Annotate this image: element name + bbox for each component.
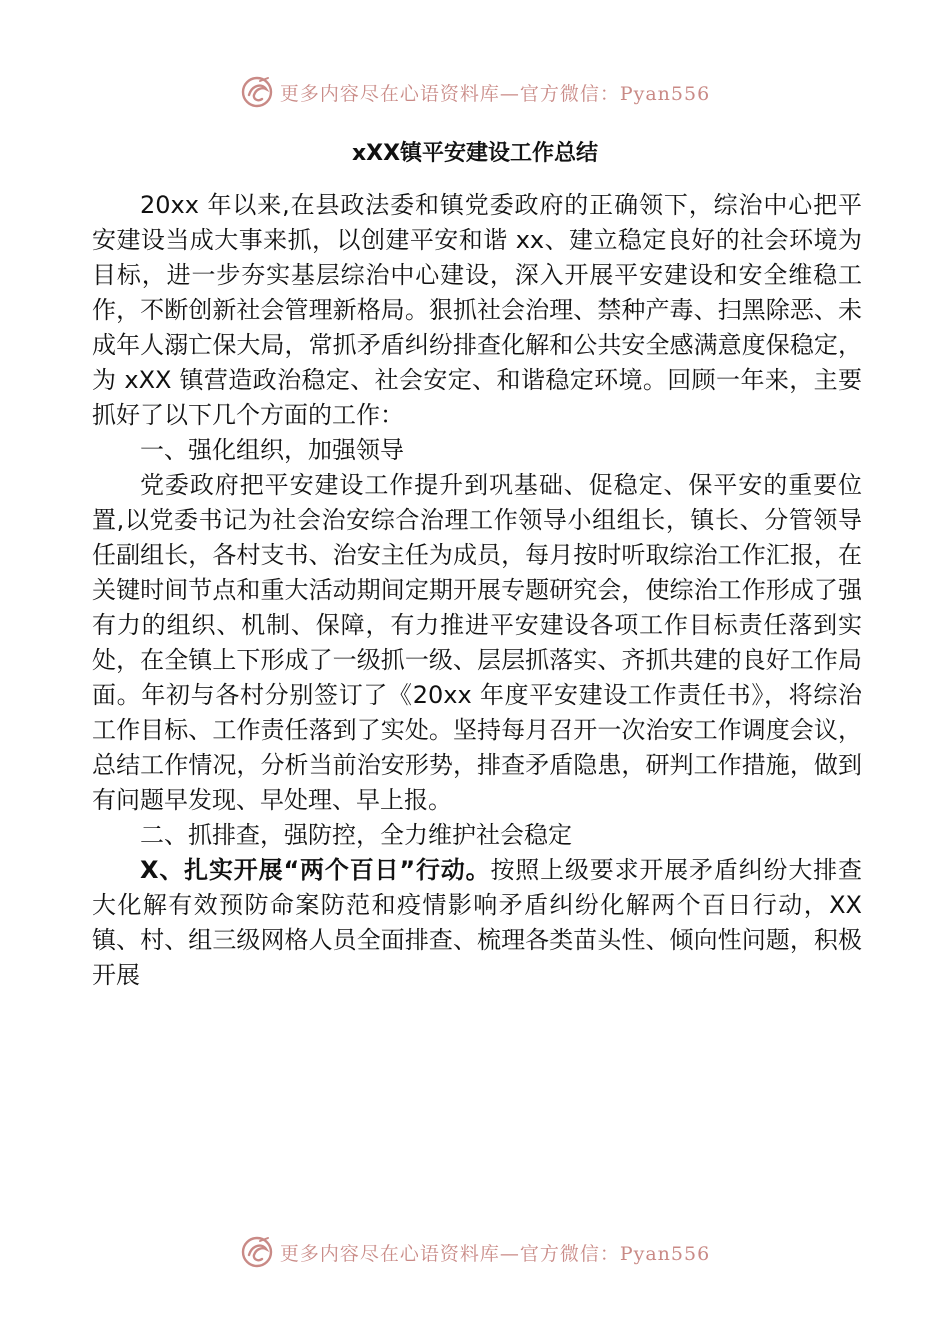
paragraph-text: 按照上级要求开展矛盾纠纷大排查大化解有效预防命案防范和疫情影响矛盾纠纷化解两个百日行动，XX 镇、村、组三级网格人员全面排查、梳理各类苗头性、倾向性问题，积极开展: [92, 856, 862, 989]
paragraph-two-hundred-days: [92, 853, 862, 993]
document-title: xXX镇平安建设工作总结: [351, 141, 599, 166]
paragraph-organization: 党委政府把平安建设工作提升到巩基础、促稳定、保平安的重要位置,以党委书记为社会治安综合治理工作领导小组组长，镇长、分管领导任副组长，各村支书、治安主任为成员，每月按时听取综治工作汇报，在关键时间节点和重大活动期间定期开展专题研究会，使综治工作形成了强有力的组织、机制、保障，有力推进平安建设各项工作目标责任落到实处，在全镇上下形成了一级抓一级、层层抓落实、齐抓共建的良好工作局面。年初与各村分别签订了《20xx 年度平安建设工作责任书》，将综治工作目标、工作责任落到了实处。坚持每月召开一次治安工作调度会议，总结工作情况，分析当前治安形势，排查矛盾隐患，研判工作措施，做到有问题早发现、早处理、早上报。: [92, 471, 862, 814]
subheading-bold: X、扎实开展“两个百日”行动。: [140, 856, 491, 884]
watermark-footer: [0, 1232, 950, 1272]
document-body: [92, 188, 862, 993]
swirl-logo-icon: [240, 1235, 274, 1269]
section-heading-2: 二、抓排查，强防控，全力维护社会稳定: [140, 821, 572, 849]
watermark-header: [0, 72, 950, 112]
watermark-text: 更多内容尽在心语资料库—官方微信：Pyan556: [279, 1242, 711, 1265]
swirl-logo-icon: [240, 75, 274, 109]
section-heading-1: 一、强化组织，加强领导: [140, 436, 404, 464]
watermark-text: 更多内容尽在心语资料库—官方微信：Pyan556: [279, 82, 711, 105]
paragraph-intro: 20xx 年以来,在县政法委和镇党委政府的正确领下，综治中心把平安建设当成大事来抓，以创建平安和谐 xx、建立稳定良好的社会环境为目标，进一步夯实基层综治中心建设，深入开展平安建设和安全维稳工作，不断创新社会管理新格局。狠抓社会治理、禁种产毒、扫黑除恶、未成年人溺亡保大局，常抓矛盾纠纷排查化解和公共安全感满意度保稳定，为 xXX 镇营造政治稳定、社会安定、和谐稳定环境。回顾一年来，主要抓好了以下几个方面的工作：: [92, 191, 862, 429]
